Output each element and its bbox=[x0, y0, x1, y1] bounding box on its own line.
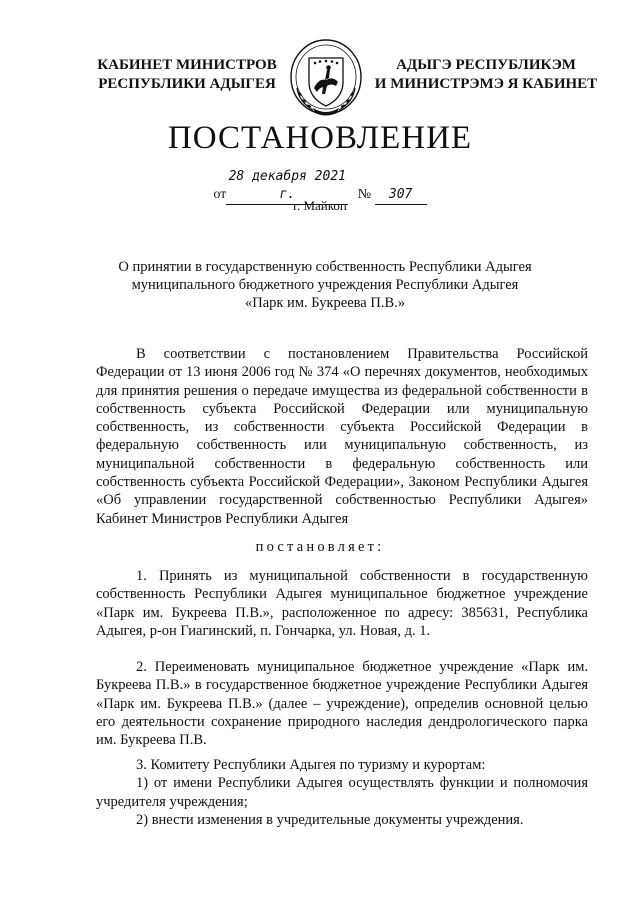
subject-line3: «Парк им. Букреева П.В.» bbox=[244, 295, 405, 311]
adygea-coat-of-arms-icon bbox=[289, 38, 363, 116]
item3-subitem2: 2) внести изменения в учредительные документы учреждения. bbox=[136, 811, 524, 828]
item1-block bbox=[96, 567, 588, 640]
header-right bbox=[368, 56, 604, 94]
header-left-line2: РЕСПУБЛИКИ АДЫГЕЯ bbox=[98, 76, 276, 92]
item3-subitem1: 1) от имени Республики Адыгея осуществлять функции и полномочия учредителя учреждения; bbox=[96, 775, 588, 810]
header-right-line1: АДЫГЭ РЕСПУБЛИКЭМ bbox=[396, 57, 576, 73]
date-from-label: от bbox=[213, 187, 227, 202]
header-right-line2: И МИНИСТРЭМЭ Я КАБИНЕТ bbox=[374, 76, 598, 92]
resolves-heading: постановляет: bbox=[255, 539, 385, 555]
subject-line1: О принятии в государственную собственность Республики Адыгея bbox=[118, 259, 532, 275]
item2-block bbox=[96, 658, 588, 749]
item3-block bbox=[96, 756, 588, 829]
city-label: г. Майкоп bbox=[293, 198, 347, 213]
number-label: № bbox=[357, 187, 372, 202]
preamble-paragraph: В соответствии с постановлением Правительства Российской Федерации от 13 июня 2006 год № 374 «О перечнях документов, необходимых для принятия решения о передаче имущества из федеральной собственности в собственность субъекта Российской Федерации или муниципальную собственность, из собственности субъекта Российской Федерации в федеральную собственность или муниципальную собственность, из муниципальной собственности в федеральную собственность или собственность субъекта Российской Федерации», Законом Республики Адыгея «Об управлении государственной собственностью Республики Адыгея» Кабинет Министров Республики Адыгея bbox=[96, 346, 588, 527]
header-left bbox=[92, 56, 282, 94]
item3-paragraph: 3. Комитету Республики Адыгея по туризму и курортам: bbox=[136, 757, 486, 773]
document-title: ПОСТАНОВЛЕНИЕ bbox=[167, 120, 473, 156]
document-date: 28 декабря 2021 г. bbox=[226, 168, 348, 205]
subject-line2: муниципального бюджетного учреждения Республики Адыгея bbox=[131, 277, 519, 293]
document-number: 307 bbox=[375, 186, 427, 205]
item2-paragraph: 2. Переименовать муниципальное бюджетное учреждение «Парк им. Букреева П.В.» в государственное бюджетное учреждение Республики Адыгея «Парк им. Букреева П.В.» (далее – учреждение), определив основной целью его деятельности сохранение природного наследия дендрологического парка им. Букреева П.В. bbox=[96, 659, 588, 749]
preamble-block bbox=[96, 345, 588, 528]
document-subject bbox=[110, 258, 540, 312]
item1-paragraph: 1. Принять из муниципальной собственности в государственную собственность Республики Адыгея муниципальное бюджетное учреждение «Парк им. Букреева П.В.», расположенное по адресу: 385631, Республика Адыгея, р-он Гиагинский, п. Гончарка, ул. Новая, д. 1. bbox=[96, 568, 588, 639]
header-left-line1: КАБИНЕТ МИНИСТРОВ bbox=[97, 57, 277, 73]
